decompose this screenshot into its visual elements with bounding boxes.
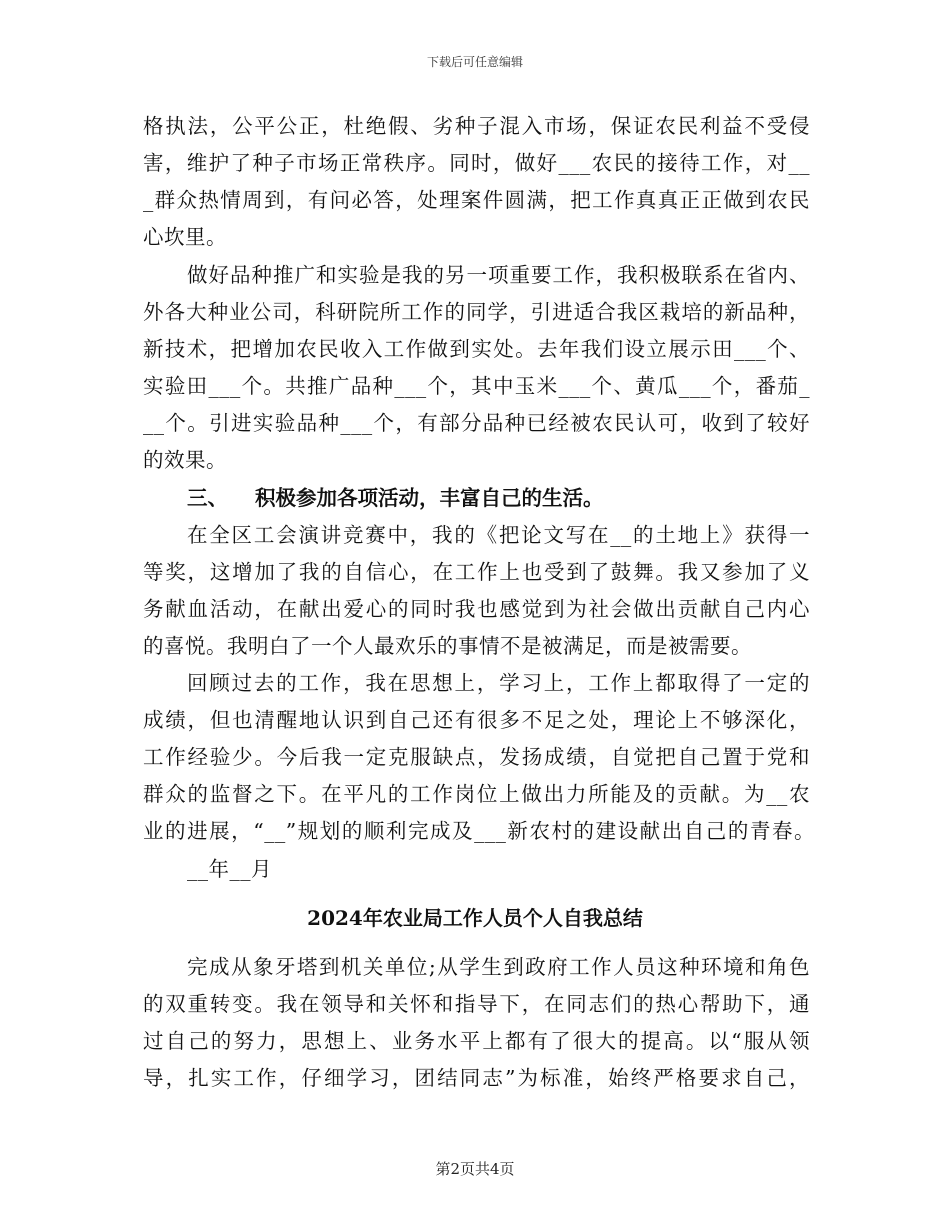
- paragraph-line: 的喜悦。我明白了一个人最欢乐的事情不是被满足，而是被需要。: [143, 634, 752, 658]
- paragraph-line: 等奖，这增加了我的自信心，在工作上也受到了鼓舞。我又参加了义: [143, 560, 810, 584]
- document-title: 2024年农业局工作人员个人自我总结: [307, 906, 643, 930]
- paragraph-line: 回顾过去的工作，我在思想上，学习上，工作上都取得了一定的: [187, 671, 810, 695]
- paragraph-line: 工作经验少。今后我一定克服缺点，发扬成绩，自觉把自己置于党和: [143, 745, 810, 769]
- paragraph-line: 新技术，把增加农民收入工作做到实处。去年我们设立展示田___个、: [143, 337, 810, 361]
- paragraph-line: 外各大种业公司，科研院所工作的同学，引进适合我区栽培的新品种，: [143, 300, 810, 324]
- paragraph-line: 过自己的努力，思想上、业务水平上都有了很大的提高。以“服从领: [143, 1029, 810, 1053]
- paragraph-line: 导，扎实工作，仔细学习，团结同志”为标准，始终严格要求自己，: [143, 1066, 810, 1090]
- paragraph-line: 的效果。: [143, 448, 227, 472]
- paragraph-line: 业的进展，“__”规划的顺利完成及___新农村的建设献出自己的青春。: [143, 819, 815, 843]
- paragraph-line: 的双重转变。我在领导和关怀和指导下，在同志们的热心帮助下，通: [143, 992, 810, 1016]
- paragraph-line: __个。引进实验品种___个，有部分品种已经被农民认可，收到了较好: [143, 411, 810, 435]
- paragraph-line: 完成从象牙塔到机关单位;从学生到政府工作人员这种环境和角色: [187, 955, 810, 979]
- paragraph-line: 成绩，但也清醒地认识到自己还有很多不足之处，理论上不够深化，: [143, 708, 810, 732]
- section-heading: [187, 484, 604, 512]
- paragraph-line: 害，维护了种子市场正常秩序。同时，做好___农民的接待工作，对__: [143, 151, 810, 175]
- paragraph-line: 务献血活动，在献出爱心的同时我也感觉到为社会做出贡献自己内心: [143, 597, 810, 621]
- date-line: __年__月: [187, 857, 272, 881]
- page-header: 下载后可任意编辑: [426, 55, 523, 69]
- paragraph-line: _群众热情周到，有问必答，处理案件圆满，把工作真真正正做到农民: [143, 188, 810, 212]
- paragraph-line: 群众的监督之下。在平凡的工作岗位上做出力所能及的贡献。为__农: [143, 782, 810, 806]
- paragraph-line: 做好品种推广和实验是我的另一项重要工作，我积极联系在省内、: [187, 263, 810, 287]
- paragraph-line: 心坎里。: [143, 225, 227, 249]
- section-heading-text: 积极参加各项活动，丰富自己的生活。: [255, 486, 604, 510]
- paragraph-line: 在全区工会演讲竞赛中，我的《把论文写在__的土地上》获得一: [187, 523, 810, 547]
- page-footer: 第2页共4页: [435, 1160, 515, 1178]
- paragraph-line: 实验田___个。共推广品种___个，其中玉米___个、黄瓜___个，番茄_: [143, 374, 810, 398]
- section-number: 三、: [187, 486, 228, 510]
- paragraph-line: 格执法，公平公正，杜绝假、劣种子混入市场，保证农民利益不受侵: [143, 114, 810, 138]
